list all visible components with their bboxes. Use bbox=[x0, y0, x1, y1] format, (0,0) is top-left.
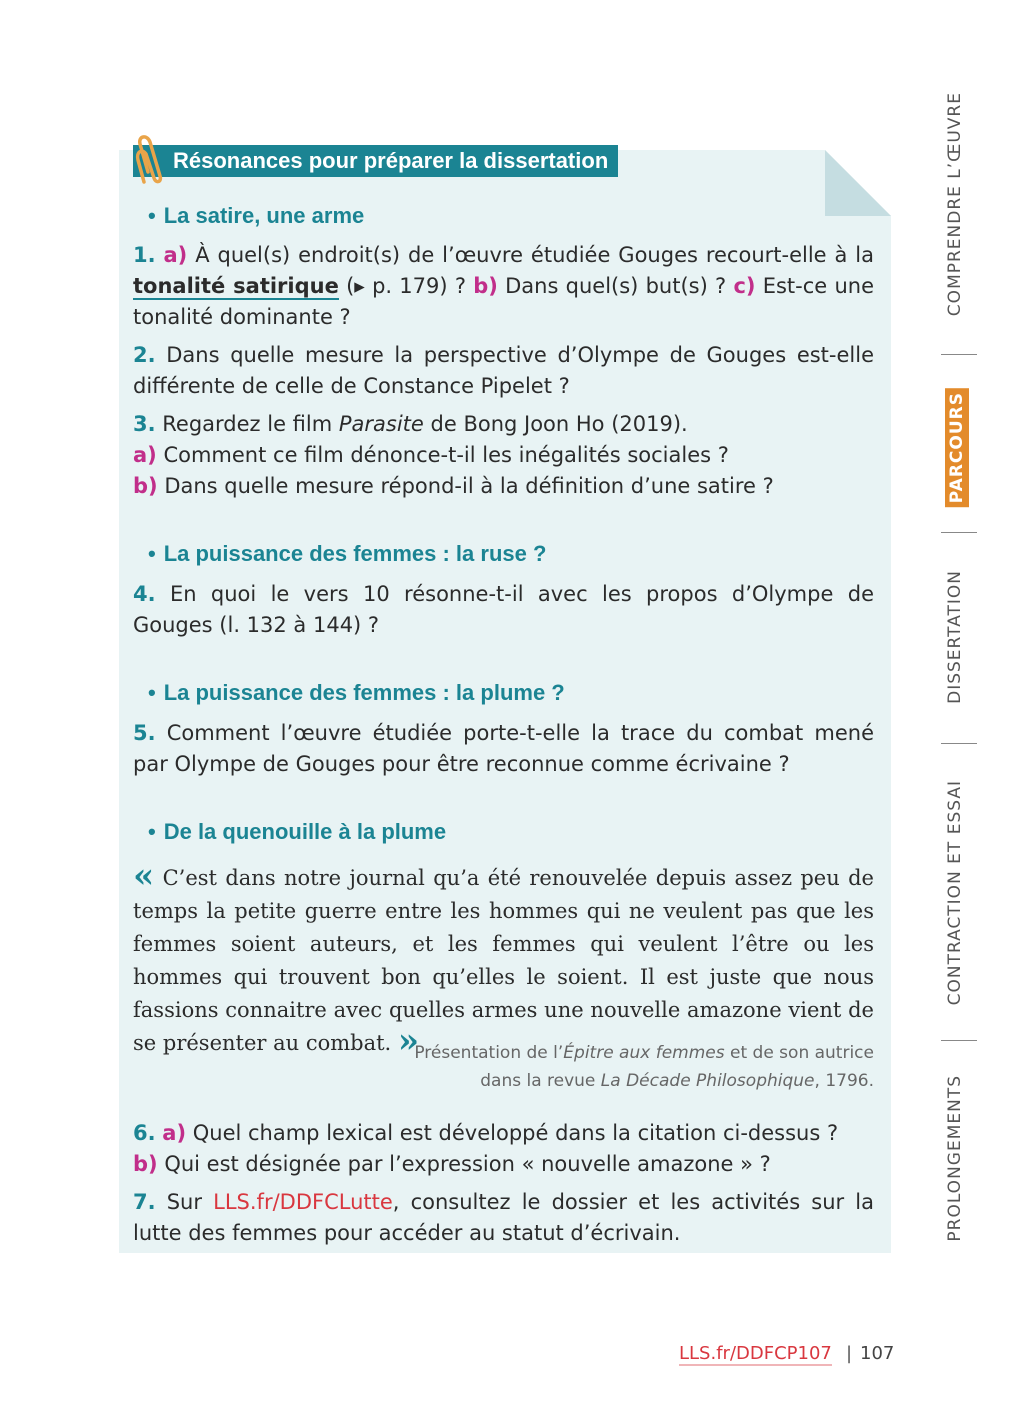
tab-prolongements[interactable]: PROLONGEMENTS bbox=[945, 1075, 965, 1242]
sidebar-divider bbox=[941, 354, 977, 355]
keyword-link[interactable]: tonalité satirique bbox=[133, 274, 339, 298]
sidebar-divider bbox=[941, 743, 977, 744]
section-heading-plume: • La puissance des femmes : la plume ? bbox=[148, 680, 565, 705]
section-banner: Résonances pour préparer la dissertation bbox=[133, 145, 618, 177]
section-heading-quenouille: • De la quenouille à la plume bbox=[148, 819, 447, 844]
question-6: 6. a) Quel champ lexical est développé dans la citation ci-dessus ? b) Qui est désignée par l’expression « nouvelle amazone » ? bbox=[133, 1121, 839, 1176]
open-quote-icon: « bbox=[133, 856, 155, 896]
sidebar-divider bbox=[941, 1040, 977, 1041]
paperclip-icon bbox=[130, 130, 170, 188]
tab-dissertation[interactable]: DISSERTATION bbox=[945, 570, 965, 704]
folded-corner bbox=[825, 150, 891, 216]
footer-link[interactable]: LLS.fr/DDFCP107 bbox=[679, 1343, 832, 1364]
tab-contraction[interactable]: CONTRACTION ET ESSAI bbox=[945, 780, 965, 1006]
question-7: 7. Sur LLS.fr/DDFCLutte, consultez le dossier et les activités sur la lutte des femmes pour accéder au statut d’écrivain. bbox=[133, 1190, 875, 1245]
question-4: 4. En quoi le vers 10 résonne-t-il avec les propos d’Olympe de Gouges (l. 132 à 144) ? bbox=[133, 582, 874, 637]
citation: « C’est dans notre journal qu’a été renouvelée depuis assez peu de temps la petite guerre entre les hommes qui ne veulent pas que les femmes soient auteurs, et les femmes qui veulent l’être ou les hommes qui trouvent bon qu’elles le soient. Il est juste que nous fassions connaitre avec quelles armes une nouvelle amazone vient de se présenter au combat. » bbox=[133, 856, 874, 1061]
sidebar-divider bbox=[941, 532, 977, 533]
section-heading-satire: • La satire, une arme bbox=[148, 203, 365, 228]
tab-comprendre[interactable]: COMPRENDRE L’ŒUVRE bbox=[945, 92, 965, 317]
question-2: 2. Dans quelle mesure la perspective d’Olympe de Gouges est-elle différente de celle de Constance Pipelet ? bbox=[133, 343, 874, 398]
question-3: 3. Regardez le film Parasite de Bong Joon Ho (2019). a) Comment ce film dénonce-t-il les inégalités sociales ? b) Dans quelle mesure répond-il à la définition d’une satire ? bbox=[133, 412, 774, 498]
question-1: 1. a) À quel(s) endroit(s) de l’œuvre étudiée Gouges recourt-elle à la tonalité satirique (▸ p. 179) ? b) Dans quel(s) but(s) ? c) Est-ce une tonalité dominante ? bbox=[133, 243, 874, 329]
dossier-link[interactable]: LLS.fr/DDFCLutte bbox=[213, 1190, 393, 1214]
footer-separator: | bbox=[846, 1343, 853, 1364]
section-heading-ruse: • La puissance des femmes : la ruse ? bbox=[148, 541, 547, 566]
question-5: 5. Comment l’œuvre étudiée porte-t-elle la trace du combat mené par Olympe de Gouges pour être reconnue comme écrivaine ? bbox=[133, 721, 874, 776]
page-number: 107 bbox=[860, 1343, 895, 1364]
close-quote-icon: » bbox=[397, 1021, 420, 1061]
tab-parcours[interactable]: PARCOURS bbox=[945, 388, 969, 507]
citation-source: Présentation de l’Épitre aux femmes et de son autrice dans la revue La Décade Philosophique, 1796. bbox=[414, 1043, 874, 1091]
